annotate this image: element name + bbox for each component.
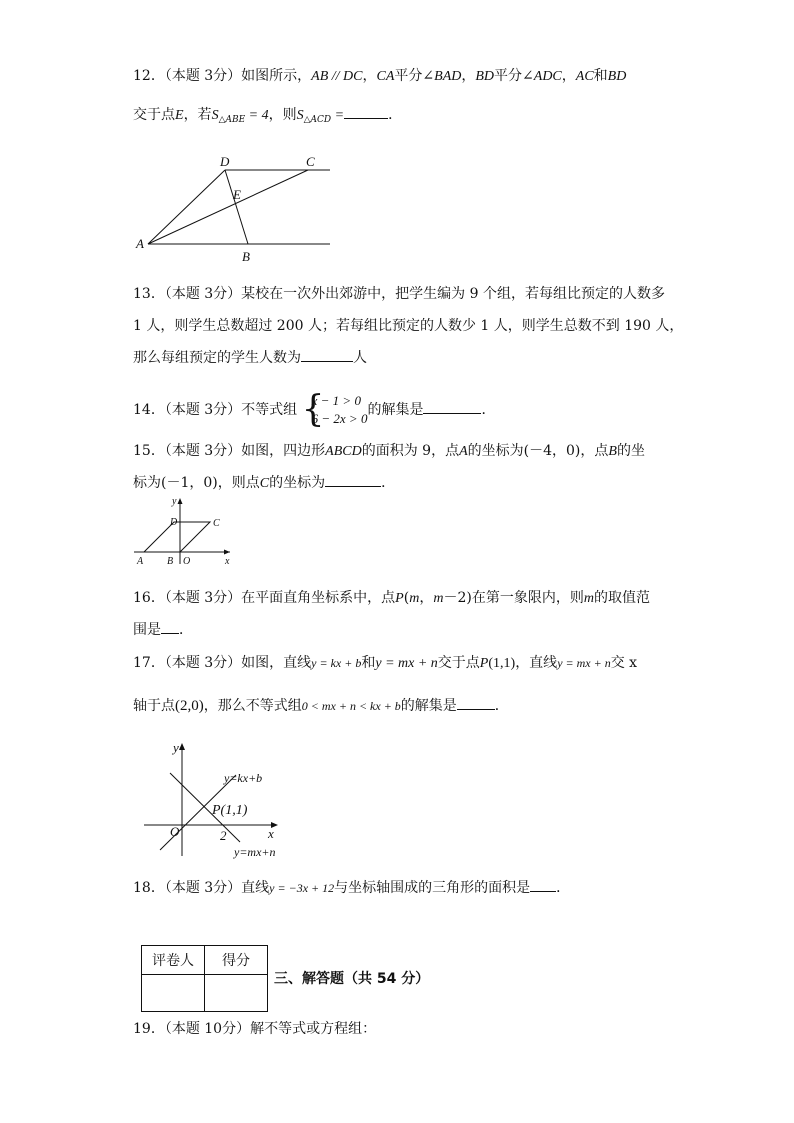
label-x: x <box>268 826 274 841</box>
q12-figure <box>130 150 340 265</box>
q15-figure <box>130 494 240 568</box>
q17-line2: 轴于点(2,0)，那么不等式组0 < mx + n < kx + b的解集是 ． <box>133 695 509 716</box>
answer-blank[interactable] <box>457 695 495 710</box>
label-D: D <box>220 154 230 169</box>
label-B: B <box>242 249 250 264</box>
q18-line: 18．（本题 3分）直线y = −3x + 12与坐标轴围成的三角形的面积是 ． <box>133 877 570 898</box>
label-x: x <box>225 556 230 567</box>
score-table-header-score: 得分 <box>205 946 268 975</box>
q17-line1: 17．（本题 3分）如图，直线y = kx + b和y = mx + n交于点P(1,1)，直线y = mx + n交 x <box>133 655 638 671</box>
answer-blank[interactable] <box>301 347 353 362</box>
answer-blank[interactable] <box>423 399 481 414</box>
label-D: D <box>170 517 178 528</box>
label-O: O <box>183 556 191 567</box>
label-P: P(1,1) <box>212 803 248 818</box>
label-line-kx: y=kx+b <box>224 771 263 785</box>
q16-line2: 围是 ． <box>133 619 193 640</box>
label-y: y <box>172 496 177 507</box>
q17-figure <box>140 738 300 863</box>
q15-line2: 标为(－1，0)，则点C的坐标为 ． <box>133 472 395 494</box>
label-line-mx: y=mx+n <box>234 845 276 859</box>
label-C: C <box>213 518 220 529</box>
q13-line2: 1 人，则学生总数超过 200 人；若每组比预定的人数少 1 人，则学生总数不到 190 人， <box>133 318 684 334</box>
label-B: B <box>167 556 174 567</box>
label-y: y <box>173 740 179 755</box>
score-table <box>141 945 268 1012</box>
q12-line1: 12．（本题 3分）如图所示，AB // DC，CA平分∠BAD，BD平分∠ADC，AC和BD <box>133 68 627 84</box>
q19-line: 19．（本题 10分）解不等式或方程组： <box>133 1021 377 1037</box>
answer-blank[interactable] <box>344 104 388 119</box>
score-table-header-grader: 评卷人 <box>142 946 205 975</box>
answer-blank[interactable] <box>530 877 556 892</box>
answer-blank[interactable] <box>325 472 381 487</box>
label-E: E <box>233 187 241 202</box>
label-A: A <box>137 556 144 567</box>
label-C: C <box>306 154 315 169</box>
q15-line1: 15．（本题 3分）如图，四边形ABCD的面积为 9，点A的坐标为(－4，0)，点B的坐 <box>133 443 645 459</box>
q14-line: 14．（本题 3分）不等式组 { x − 1 > 0 6 − 2x > 0 的解集是 ． <box>133 389 496 430</box>
label-O: O <box>170 824 180 839</box>
label-2: 2 <box>220 828 227 843</box>
label-A: A <box>136 236 144 251</box>
answer-blank[interactable] <box>161 619 179 634</box>
section-heading: 三、解答题（共 54 分） <box>274 971 430 987</box>
score-table-cell-score[interactable] <box>205 975 268 1012</box>
inequality-system: { x − 1 > 0 6 − 2x > 0 <box>301 389 368 430</box>
score-table-cell-grader[interactable] <box>142 975 205 1012</box>
q13-line3: 那么每组预定的学生人数为 人 <box>133 347 367 368</box>
q12-line2: 交于点E，若$S_{\triangle ABE} = 4$，则$S_{\triangle ACD}$ = ． <box>133 104 402 130</box>
q13-line1: 13．（本题 3分）某校在一次外出郊游中，把学生编为 9 个组，若每组比预定的人数多 <box>133 286 665 302</box>
q16-line1: 16．（本题 3分）在平面直角坐标系中，点P(m，m－2)在第一象限内，则m的取值范 <box>133 590 650 606</box>
